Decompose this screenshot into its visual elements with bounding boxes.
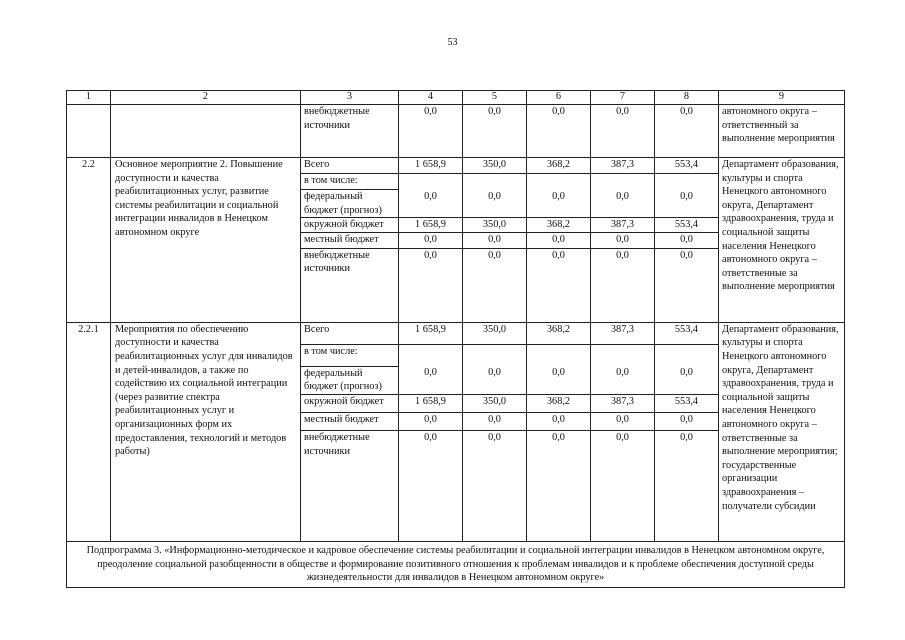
header-cell: 7 xyxy=(591,91,655,105)
value-cell: 1 658,9 xyxy=(399,158,463,174)
value-cell: 0,0 xyxy=(463,412,527,430)
value-cell xyxy=(399,174,463,190)
subprogram-row xyxy=(67,541,845,587)
name-cell: Мероприятия по обеспечению доступности и качества реабилитационных услуг для инвалидов и детей-инвалидов, а также по содействию их социальной интеграции (через развитие спектра реабилитационных услуг и организационных форм их предоставления, технологий и методов работы) xyxy=(111,322,301,541)
index-cell: 2.2 xyxy=(67,158,111,323)
value-cell: 0,0 xyxy=(399,430,463,541)
header-cell: 4 xyxy=(399,91,463,105)
value-cell: 368,2 xyxy=(527,322,591,344)
table-row xyxy=(67,322,845,344)
value-cell: 0,0 xyxy=(527,412,591,430)
value-cell xyxy=(591,344,655,366)
header-cell: 1 xyxy=(67,91,111,105)
value-cell: 387,3 xyxy=(591,218,655,233)
header-row xyxy=(67,91,845,105)
source-label: федеральный бюджет (прогноз) xyxy=(301,190,399,218)
value-cell: 0,0 xyxy=(591,248,655,322)
value-cell: 350,0 xyxy=(463,322,527,344)
value-cell: 0,0 xyxy=(527,232,591,248)
name-cell xyxy=(111,105,301,158)
source-label: окружной бюджет xyxy=(301,218,399,233)
value-cell: 0,0 xyxy=(527,248,591,322)
value-cell: 0,0 xyxy=(463,105,527,158)
source-label: федеральный бюджет (прогноз) xyxy=(301,366,399,394)
index-cell xyxy=(67,105,111,158)
value-cell: 350,0 xyxy=(463,158,527,174)
responsible-cell: Департамент образования, культуры и спорта Ненецкого автономного округа, Департамент здравоохранения, труда и социальной защиты населения Ненецкого автономного округа – ответственные за выполнение мероприятия xyxy=(719,158,845,323)
value-cell: 0,0 xyxy=(399,190,463,218)
value-cell: 0,0 xyxy=(399,248,463,322)
value-cell: 0,0 xyxy=(463,190,527,218)
value-cell: 0,0 xyxy=(463,366,527,394)
value-cell: 0,0 xyxy=(463,248,527,322)
value-cell: 368,2 xyxy=(527,394,591,412)
value-cell: 553,4 xyxy=(655,322,719,344)
header-cell: 9 xyxy=(719,91,845,105)
source-label: окружной бюджет xyxy=(301,394,399,412)
value-cell: 368,2 xyxy=(527,158,591,174)
value-cell: 0,0 xyxy=(591,366,655,394)
value-cell xyxy=(527,174,591,190)
header-cell: 8 xyxy=(655,91,719,105)
value-cell: 0,0 xyxy=(399,412,463,430)
source-label: внебюджетные источники xyxy=(301,105,399,158)
source-label: в том числе: xyxy=(301,174,399,190)
source-label: местный бюджет xyxy=(301,232,399,248)
source-label: Всего xyxy=(301,158,399,174)
value-cell: 0,0 xyxy=(527,366,591,394)
value-cell: 350,0 xyxy=(463,218,527,233)
continuation-row xyxy=(67,105,845,158)
value-cell: 553,4 xyxy=(655,218,719,233)
source-label: Всего xyxy=(301,322,399,344)
value-cell: 0,0 xyxy=(655,366,719,394)
value-cell: 0,0 xyxy=(527,105,591,158)
value-cell: 0,0 xyxy=(591,105,655,158)
value-cell: 0,0 xyxy=(527,190,591,218)
value-cell xyxy=(399,344,463,366)
value-cell: 0,0 xyxy=(655,248,719,322)
value-cell: 368,2 xyxy=(527,218,591,233)
value-cell xyxy=(655,344,719,366)
value-cell: 0,0 xyxy=(463,430,527,541)
value-cell: 0,0 xyxy=(399,232,463,248)
source-label: местный бюджет xyxy=(301,412,399,430)
index-cell: 2.2.1 xyxy=(67,322,111,541)
value-cell: 0,0 xyxy=(591,412,655,430)
value-cell: 0,0 xyxy=(463,232,527,248)
source-label: в том числе: xyxy=(301,344,399,366)
responsible-cell: Департамент образования, культуры и спорта Ненецкого автономного округа, Департамент здравоохранения, труда и социальной защиты населения Ненецкого автономного округа – ответственные за выполнение мероприятия; государственные организации здравоохранения – получатели субсидии xyxy=(719,322,845,541)
responsible-cell: автономного округа – ответственный за выполнение мероприятия xyxy=(719,105,845,158)
value-cell: 387,3 xyxy=(591,394,655,412)
value-cell: 0,0 xyxy=(591,430,655,541)
subprogram-title: Подпрограмма 3. «Информационно-методическое и кадровое обеспечение системы реабилитации и социальной интеграции инвалидов в Ненецком автономном округе, преодоление социальной разобщенности в обществе и формирование позитивного отношения к проблемам инвалидов и к проблеме обеспечения доступной среды жизнедеятельности для инвалидов в Ненецком автономном округе» xyxy=(67,541,845,587)
header-cell: 2 xyxy=(111,91,301,105)
value-cell xyxy=(591,174,655,190)
value-cell: 0,0 xyxy=(655,190,719,218)
header-cell: 6 xyxy=(527,91,591,105)
value-cell xyxy=(527,344,591,366)
value-cell: 0,0 xyxy=(655,430,719,541)
header-cell: 5 xyxy=(463,91,527,105)
value-cell: 0,0 xyxy=(655,105,719,158)
value-cell: 0,0 xyxy=(591,232,655,248)
value-cell: 1 658,9 xyxy=(399,218,463,233)
value-cell xyxy=(463,344,527,366)
value-cell: 0,0 xyxy=(655,412,719,430)
value-cell: 1 658,9 xyxy=(399,394,463,412)
value-cell: 0,0 xyxy=(399,366,463,394)
value-cell: 0,0 xyxy=(655,232,719,248)
value-cell: 0,0 xyxy=(399,105,463,158)
source-label: внебюджетные источники xyxy=(301,430,399,541)
value-cell: 0,0 xyxy=(527,430,591,541)
value-cell: 1 658,9 xyxy=(399,322,463,344)
value-cell: 0,0 xyxy=(591,190,655,218)
value-cell xyxy=(463,174,527,190)
value-cell: 350,0 xyxy=(463,394,527,412)
budget-table xyxy=(66,90,845,588)
value-cell: 387,3 xyxy=(591,322,655,344)
value-cell xyxy=(655,174,719,190)
value-cell: 553,4 xyxy=(655,158,719,174)
page-number: 53 xyxy=(447,37,458,48)
source-label: внебюджетные источники xyxy=(301,248,399,322)
value-cell: 387,3 xyxy=(591,158,655,174)
table-row xyxy=(67,158,845,174)
value-cell: 553,4 xyxy=(655,394,719,412)
name-cell: Основное мероприятие 2. Повышение доступности и качества реабилитационных услуг, развитие системы реабилитации и социальной интеграции инвалидов в Ненецком автономном округе xyxy=(111,158,301,323)
header-cell: 3 xyxy=(301,91,399,105)
